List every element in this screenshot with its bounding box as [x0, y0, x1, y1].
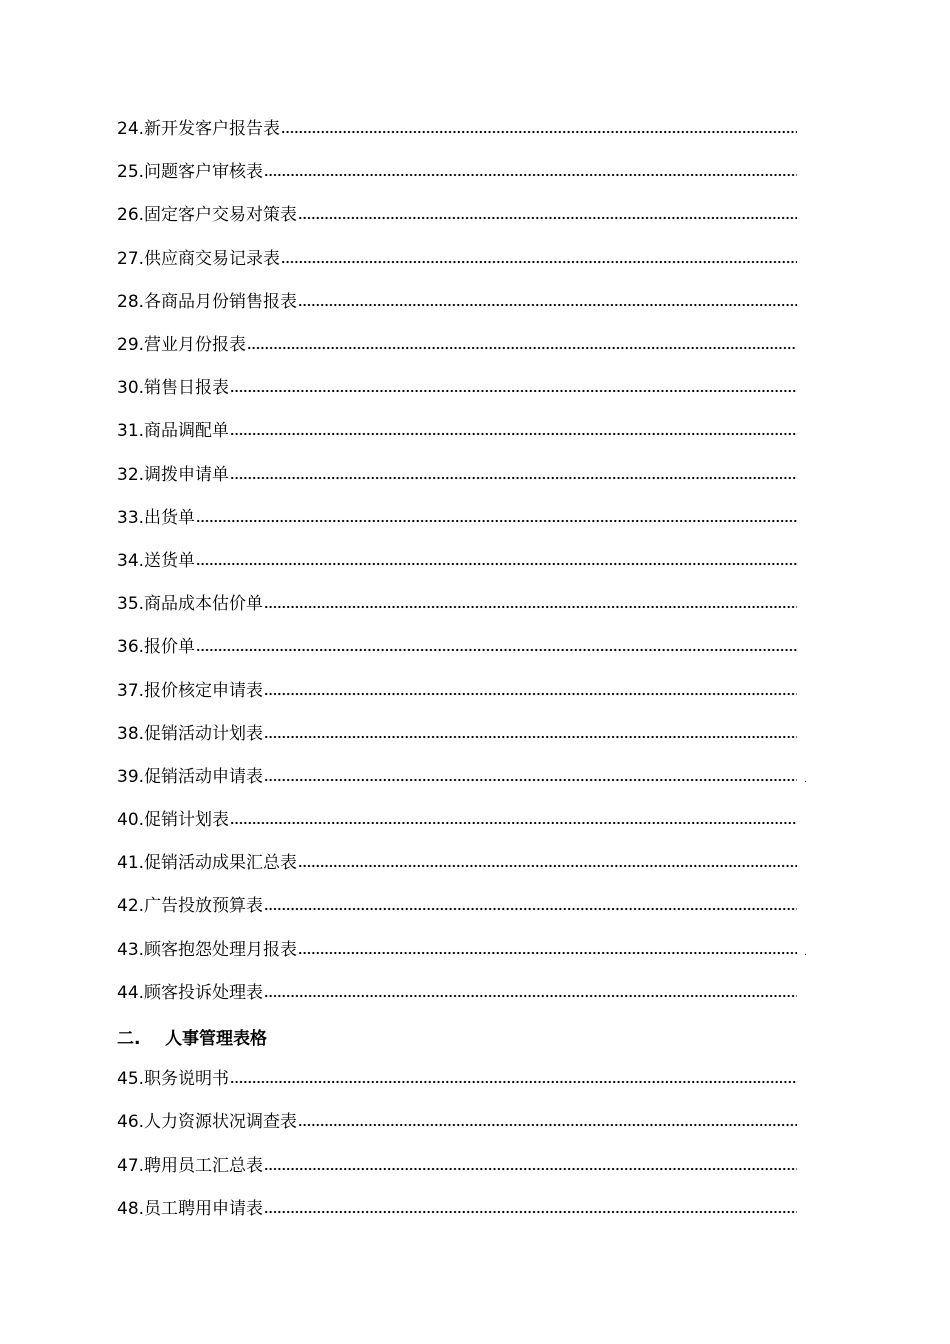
toc-entry-title: 供应商交易记录表 [144, 248, 281, 269]
toc-entry[interactable] [117, 929, 807, 972]
dot-leader [230, 1080, 797, 1084]
toc-entry-number: 40. [117, 810, 145, 831]
toc-entry-title: 促销活动计划表 [144, 723, 264, 744]
toc-entry-number: 34. [117, 550, 145, 571]
toc-entry-number: 32. [117, 464, 145, 485]
toc-entry-title: 固定客户交易对策表 [144, 205, 298, 226]
toc-entry[interactable] [117, 281, 807, 324]
toc-entry-number: 24. [117, 119, 145, 140]
toc-entry[interactable] [117, 324, 807, 367]
toc-entry[interactable] [117, 1145, 807, 1188]
dot-leader [196, 648, 797, 652]
dot-leader [298, 216, 797, 220]
toc-entry[interactable] [117, 669, 807, 712]
dot-leader [298, 951, 797, 955]
toc-entry-title: 调拨申请单 [144, 464, 230, 485]
toc-entry[interactable] [117, 151, 807, 194]
toc-entry-title: 广告投放预算表 [144, 896, 264, 917]
toc-entry[interactable] [117, 194, 807, 237]
toc-entry-number: 41. [117, 853, 145, 874]
toc-entry-title: 顾客投诉处理表 [144, 982, 264, 1003]
toc-entry-number: 45. [117, 1069, 145, 1090]
dot-leader [230, 476, 797, 480]
toc-entry[interactable] [117, 454, 807, 497]
toc-entry-number: 48. [117, 1198, 145, 1219]
toc-entry-number: 38. [117, 723, 145, 744]
toc-entry-number: 39. [117, 766, 145, 787]
toc-entry-number: 36. [117, 637, 145, 658]
toc-entry-number: 26. [117, 205, 145, 226]
toc-entry-number: 33. [117, 507, 145, 528]
dot-leader [264, 1210, 797, 1214]
toc-entry-number: 27. [117, 248, 145, 269]
toc-list-hr [117, 1058, 807, 1231]
toc-entry-trailing-mark: . [803, 774, 807, 786]
toc-entry[interactable] [117, 713, 807, 756]
toc-entry-number: 31. [117, 421, 145, 442]
toc-entry-title: 人力资源状况调查表 [144, 1112, 298, 1133]
toc-entry[interactable] [117, 1101, 807, 1144]
toc-entry-title: 顾客抱怨处理月报表 [144, 939, 298, 960]
toc-entry-title: 员工聘用申请表 [144, 1198, 264, 1219]
toc-entry-title: 新开发客户报告表 [144, 119, 281, 140]
toc-entry[interactable] [117, 1188, 807, 1231]
toc-entry[interactable] [117, 238, 807, 281]
toc-entry-number: 25. [117, 162, 145, 183]
toc-entry-number: 29. [117, 335, 145, 356]
toc-entry-title: 送货单 [144, 550, 196, 571]
section-title: 人事管理表格 [165, 1029, 267, 1050]
dot-leader [264, 692, 797, 696]
toc-entry[interactable] [117, 583, 807, 626]
toc-entry-number: 43. [117, 939, 145, 960]
dot-leader [264, 173, 797, 177]
dot-leader [247, 346, 797, 350]
toc-entry-number: 35. [117, 594, 145, 615]
dot-leader [281, 260, 797, 264]
toc-entry[interactable] [117, 1058, 807, 1101]
toc-entry-title: 报价单 [144, 637, 196, 658]
toc-entry[interactable] [117, 367, 807, 410]
toc-entry-trailing-mark: . [803, 947, 807, 959]
toc-entry-title: 促销计划表 [144, 810, 230, 831]
dot-leader [230, 821, 797, 825]
dot-leader [298, 1123, 797, 1127]
toc-entry-number: 30. [117, 378, 145, 399]
toc-entry-title: 聘用员工汇总表 [144, 1155, 264, 1176]
dot-leader [264, 1167, 797, 1171]
toc-entry[interactable] [117, 799, 807, 842]
toc-entry[interactable] [117, 626, 807, 669]
toc-entry[interactable] [117, 410, 807, 453]
dot-leader [264, 778, 797, 782]
dot-leader [264, 907, 797, 911]
toc-entry-title: 职务说明书 [144, 1069, 230, 1090]
dot-leader [264, 735, 797, 739]
dot-leader [281, 130, 797, 134]
dot-leader [230, 389, 797, 393]
toc-entry-title: 促销活动申请表 [144, 766, 264, 787]
toc-entry[interactable] [117, 972, 807, 1015]
toc-entry-title: 商品调配单 [144, 421, 230, 442]
toc-entry-number: 37. [117, 680, 145, 701]
dot-leader [298, 303, 797, 307]
toc-entry-title: 营业月份报表 [144, 335, 247, 356]
toc-entry[interactable] [117, 885, 807, 928]
toc-entry-number: 47. [117, 1155, 145, 1176]
toc-entry-title: 各商品月份销售报表 [144, 291, 298, 312]
toc-entry[interactable] [117, 497, 807, 540]
toc-entry-number: 42. [117, 896, 145, 917]
toc-entry-number: 46. [117, 1112, 145, 1133]
dot-leader [230, 432, 797, 436]
toc-entry-number: 44. [117, 982, 145, 1003]
dot-leader [264, 605, 797, 609]
dot-leader [196, 562, 797, 566]
table-of-contents [117, 108, 807, 1231]
toc-entry-title: 销售日报表 [144, 378, 230, 399]
dot-leader [264, 994, 797, 998]
toc-entry-title: 促销活动成果汇总表 [144, 853, 298, 874]
section-number: 二. [117, 1029, 141, 1050]
toc-entry[interactable] [117, 108, 807, 151]
toc-entry[interactable] [117, 842, 807, 885]
toc-entry-title: 出货单 [144, 507, 196, 528]
toc-entry-title: 问题客户审核表 [144, 162, 264, 183]
section-heading-hr [117, 1015, 807, 1058]
toc-entry-title: 报价核定申请表 [144, 680, 264, 701]
toc-entry-number: 28. [117, 291, 145, 312]
toc-list-sales [117, 108, 807, 1015]
toc-entry[interactable] [117, 756, 807, 799]
toc-entry-title: 商品成本估价单 [144, 594, 264, 615]
dot-leader [196, 519, 797, 523]
dot-leader [298, 864, 797, 868]
toc-entry[interactable] [117, 540, 807, 583]
